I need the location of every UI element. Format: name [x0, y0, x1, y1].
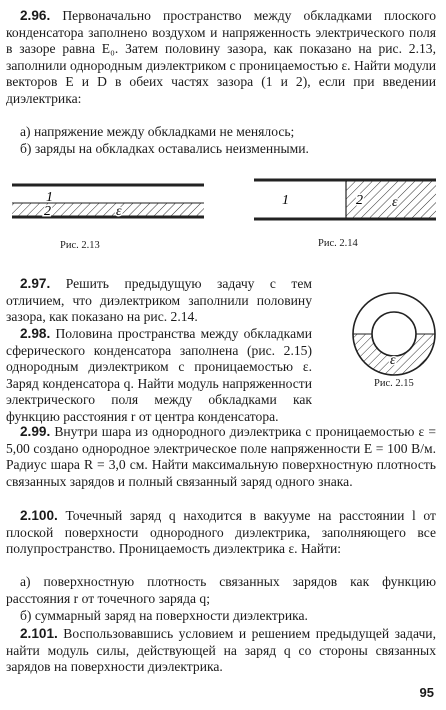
- problem-number: 2.99.: [20, 424, 51, 439]
- epsilon-label: ε: [392, 195, 398, 210]
- problem-text: Внутри шара из однородного диэлектрика с проницаемостью ε = 5,00 создано однородное электрическое поле напряженности E = 100 В/м. Радиус шара R = 3,0 см. Найти максимальную поверхностную плотность связанных зарядов и полный связанный заряд одного знака.: [6, 424, 436, 489]
- figure-2-14: [252, 174, 442, 234]
- epsilon-label: ε: [116, 204, 122, 219]
- problem-2-100-item-a: а) поверхностную плотность связанных зарядов как функцию расстояния r от точечного заряда q;: [6, 574, 436, 606]
- problem-text: Точечный заряд q находится в вакууме на расстоянии l от плоской поверхности однородного диэлектрика, заполняющего все полупространство. Проницаемость диэлектрика ε. Найти:: [6, 508, 436, 557]
- problem-2-96-item-b: б) заряды на обкладках оставались неизменными.: [20, 141, 309, 156]
- region-label-1: 1: [46, 190, 53, 205]
- problem-text: Решить предыдущую задачу с тем отличием, что диэлектриком заполнили половину зазора, как показано на рис. 2.14.: [6, 276, 312, 325]
- problem-number: 2.96.: [20, 8, 51, 23]
- region-label-2: 2: [356, 193, 363, 208]
- problem-number: 2.101.: [20, 626, 58, 641]
- inner-sphere: [372, 312, 416, 356]
- dielectric-layer: [12, 203, 204, 217]
- figure-2-15: [350, 290, 440, 380]
- region-label-1: 1: [282, 193, 289, 208]
- figure-2-15-caption: Рис. 2.15: [374, 378, 414, 389]
- page-number: 95: [419, 685, 434, 700]
- figure-2-13-caption: Рис. 2.13: [60, 240, 100, 251]
- problem-text: Воспользовавшись условием и решением предыдущей задачи, найти модуль силы, действующей на заряд q со стороны связанных зарядов на поверхности диэлектрика.: [6, 626, 436, 675]
- problem-number: 2.98.: [20, 326, 51, 341]
- figure-2-13: [8, 175, 208, 235]
- problem-2-96: [6, 8, 436, 108]
- problem-2-99: [6, 424, 436, 490]
- problem-text: Первоначально пространство между обкладками плоского конденсатора заполнено воздухом и напряженность электрического поля в зазоре равна E₀. Затем половину зазора, как показано на рис. 2.13, заполнили однородным диэлектриком с проницаемостью ε. Найти модули векторов E и D в обеих частях зазора (1 и 2), если при введении диэлектрика:: [6, 8, 437, 106]
- problem-text: Половина пространства между обкладками сферического конденсатора заполнена (рис. 2.15) однородным диэлектриком с проницаемостью ε. Заряд конденсатора q. Найти модуль напряженности электрического поля между обкладками как функцию расстояния r от центра конденсатора.: [6, 326, 312, 424]
- problem-2-101: [6, 626, 436, 676]
- problem-number: 2.97.: [20, 276, 51, 291]
- problem-2-97: [6, 276, 312, 326]
- region-label-2: 2: [44, 204, 51, 219]
- problem-2-100-item-b: б) суммарный заряд на поверхности диэлектрика.: [20, 608, 308, 623]
- figure-2-14-caption: Рис. 2.14: [318, 238, 358, 249]
- problem-number: 2.100.: [20, 508, 58, 523]
- problem-2-98: [6, 326, 312, 426]
- problem-2-100: [6, 508, 436, 558]
- problem-2-96-item-a: а) напряжение между обкладками не менялось;: [20, 124, 295, 139]
- epsilon-label: ε: [390, 353, 396, 368]
